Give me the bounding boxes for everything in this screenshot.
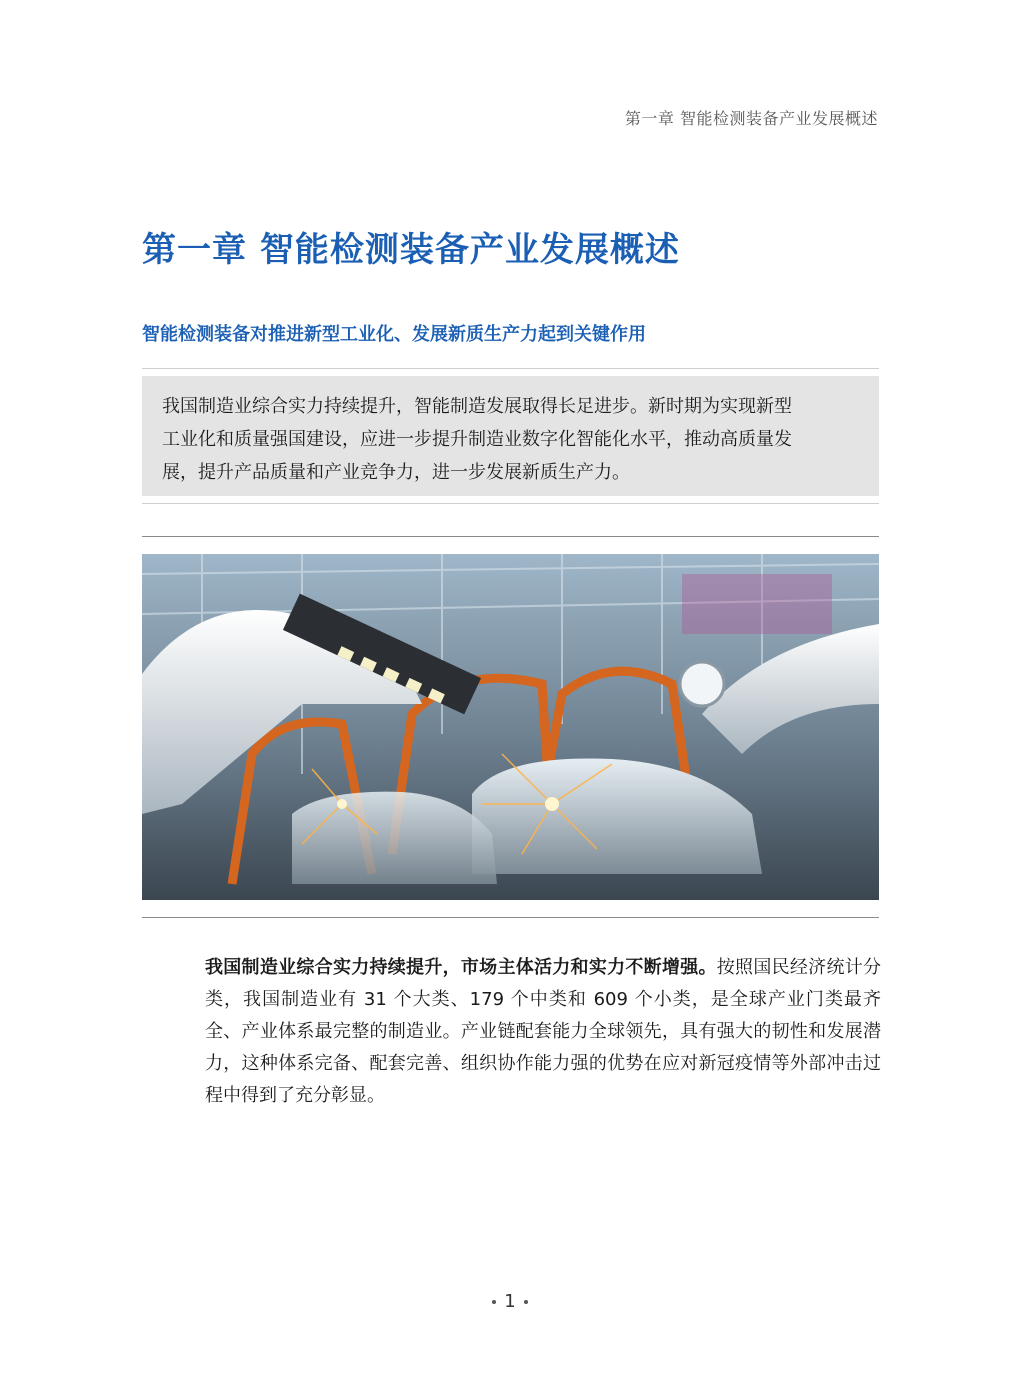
summary-line-2: 工业化和质量强国建设，应进一步提升制造业数字化智能化水平，推动高质量发 [162,429,792,450]
page-number-value: 1 [504,1291,516,1312]
body-paragraph [205,952,881,1112]
chapter-title: 第一章 智能检测装备产业发展概述 [142,230,680,270]
summary-text [162,390,859,489]
factory-robot-welding-photo [142,554,879,900]
subtitle-divider [142,368,879,369]
page-dot-right [524,1300,528,1304]
page-number [0,1291,1020,1312]
summary-line-3: 展，提升产品质量和产业竞争力，进一步发展新质生产力。 [162,462,630,483]
summary-bottom-divider [142,503,879,504]
section-subtitle: 智能检测装备对推进新型工业化、发展新质生产力起到关键作用 [142,324,646,345]
page-dot-left [492,1300,496,1304]
summary-line-1: 我国制造业综合实力持续提升，智能制造发展取得长足进步。新时期为实现新型 [162,396,792,417]
body-text: 按照国民经济统计分类，我国制造业有 31 个大类、179 个中类和 609 个小类，是全球产业门类最齐全、产业体系最完整的制造业。产业链配套能力全球领先，具有强大的韧性和发展潜力，这种体系完备、配套完善、组织协作能力强的优势在应对新冠疫情等外部冲击过程中得到了充分彰显。 [205,957,882,1106]
figure-top-divider [142,536,879,537]
body-lead-bold: 我国制造业综合实力持续提升，市场主体活力和实力不断增强。 [205,957,717,978]
summary-box [142,376,879,496]
running-header: 第一章 智能检测装备产业发展概述 [624,109,878,128]
figure-bottom-divider [142,917,879,918]
